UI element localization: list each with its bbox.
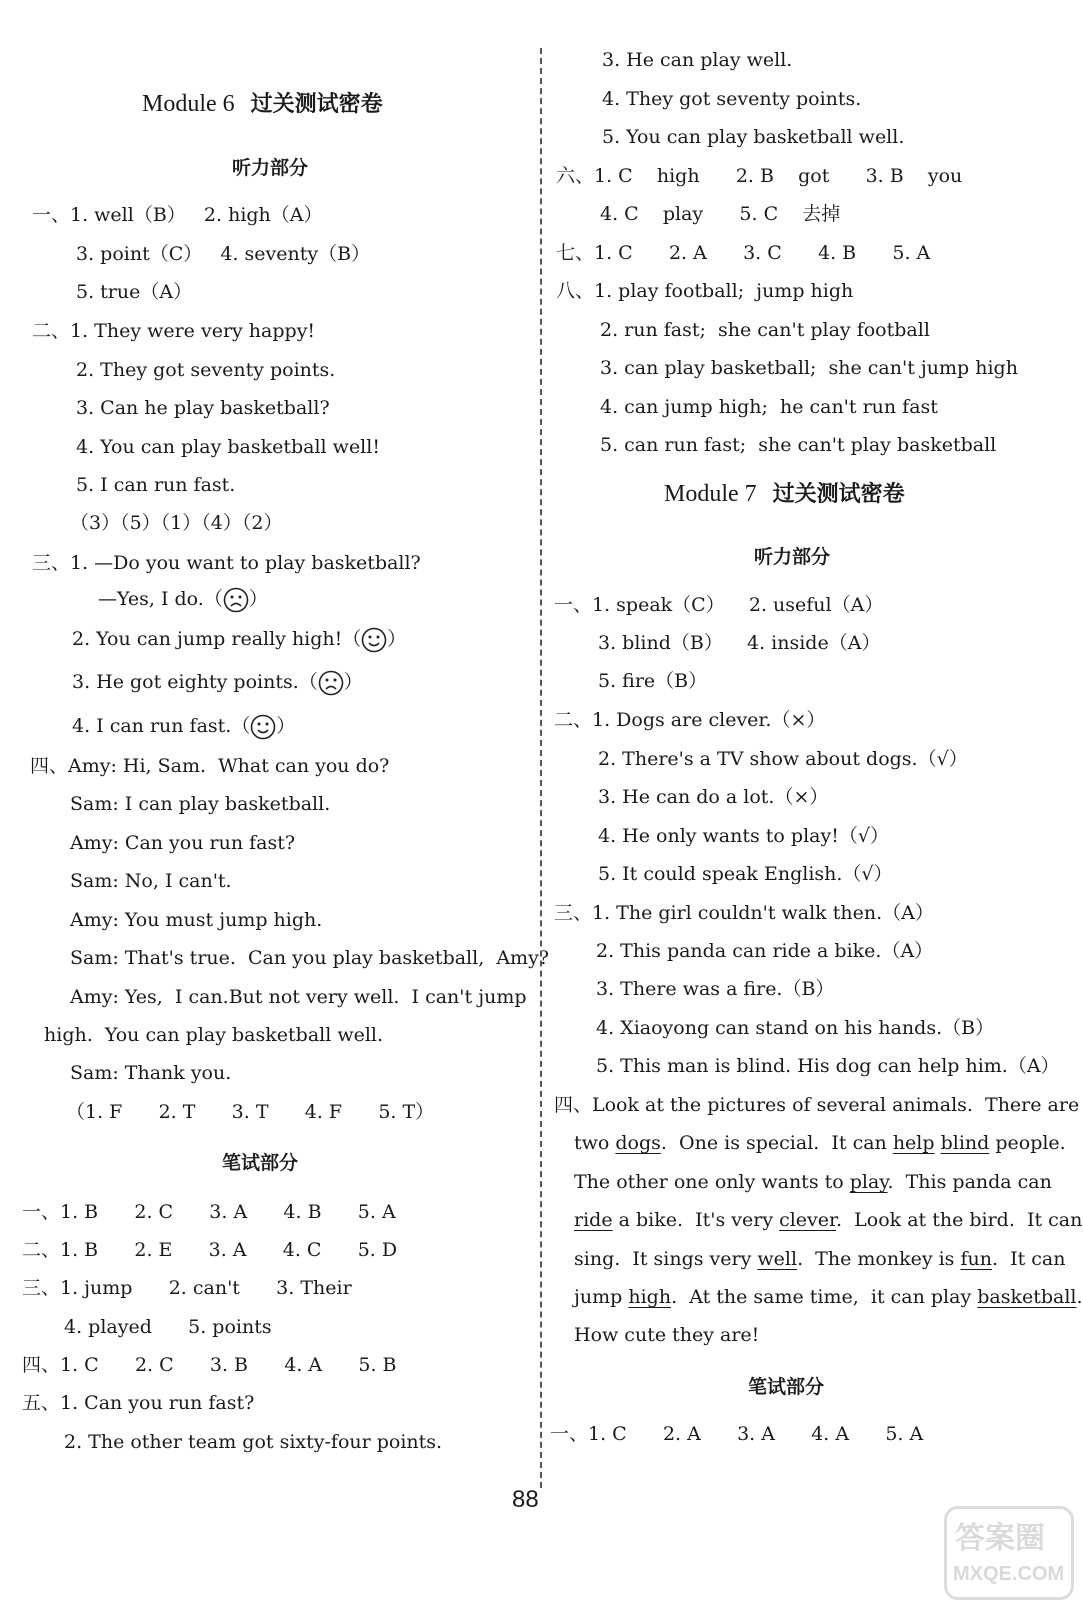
- m6-s2-order: （3）（5）（1）（4）（2）: [70, 512, 283, 534]
- m6-w2: 二、1. B 2. E 3. A 4. C 5. D: [22, 1239, 398, 1261]
- m6-s3-line4: 3. He got eighty points.（ ）: [72, 670, 363, 696]
- m6-s3-text5: 4. I can run fast.（: [72, 715, 251, 737]
- m7-s3-line5: 5. This man is blind. His dog can help him.（A）: [596, 1055, 1060, 1077]
- m6-w5-line5: 5. You can play basketball well.: [602, 126, 905, 148]
- passage-text: The other one only wants to: [574, 1171, 850, 1193]
- m6-w5-line2: 2. The other team got sixty-four points.: [64, 1431, 443, 1453]
- page-number: 88: [512, 1486, 539, 1513]
- column-divider: [540, 48, 542, 1488]
- m6-w8-line4: 4. can jump high; he can't run fast: [600, 396, 938, 418]
- m6-s4-line2: Sam: I can play basketball.: [70, 793, 331, 815]
- m7-s1-line3: 5. fire（B）: [598, 670, 708, 692]
- passage-blank-well: well: [757, 1248, 798, 1270]
- module7-listening-heading: 听力部分: [754, 546, 831, 568]
- m6-s2-line1: 二、1. They were very happy!: [32, 320, 316, 342]
- m6-s3-text4: 3. He got eighty points.（: [72, 671, 318, 693]
- m7-s3-line2: 2. This panda can ride a bike.（A）: [596, 940, 934, 962]
- m6-s2-line4: 4. You can play basketball well!: [76, 436, 380, 458]
- m7-s1-line1: 一、1. speak（C） 2. useful（A）: [554, 594, 884, 616]
- module6-title-cn: 过关测试密卷: [250, 92, 383, 117]
- m6-s4-answers: （1. F 2. T 3. T 4. F 5. T）: [66, 1101, 435, 1123]
- sad-face-icon: [223, 587, 249, 613]
- m6-s4-line1: 四、Amy: Hi, Sam. What can you do?: [30, 755, 390, 777]
- m7-s3-line3: 3. There was a fire.（B）: [596, 978, 835, 1000]
- passage-text: . Look at the bird. It can: [836, 1209, 1083, 1231]
- m6-w6-line2: 4. C play 5. C 去掉: [600, 203, 841, 225]
- m6-s2-line3: 3. Can he play basketball?: [76, 397, 330, 419]
- m6-s2-line2: 2. They got seventy points.: [76, 359, 336, 381]
- passage-blank-high: high: [628, 1286, 672, 1308]
- module7-title-text: Module 7: [664, 481, 757, 507]
- m6-w8-line1: 八、1. play football; jump high: [556, 280, 854, 302]
- m6-w4: 四、1. C 2. C 3. B 4. A 5. B: [22, 1354, 397, 1376]
- passage-text: a bike. It's very: [612, 1209, 780, 1231]
- m7-passage-line4: [574, 1208, 1082, 1232]
- m6-w5-line3: 3. He can play well.: [602, 49, 793, 71]
- passage-text: sing. It sings very: [574, 1248, 758, 1270]
- passage-text: . At the same time, it can play: [671, 1286, 978, 1308]
- m6-s4-line3: Amy: Can you run fast?: [70, 832, 296, 854]
- passage-blank-clever: clever: [779, 1209, 837, 1231]
- passage-blank-ride: ride: [574, 1209, 613, 1231]
- m7-passage-line3: [574, 1170, 1052, 1194]
- sad-face-icon: [318, 670, 344, 696]
- module6-title-text: Module 6: [142, 91, 235, 117]
- m7-s2-line1: 二、1. Dogs are clever.（×）: [554, 709, 826, 731]
- m6-w1: 一、1. B 2. C 3. A 4. B 5. A: [22, 1201, 396, 1223]
- m7-w1: 一、1. C 2. A 3. A 4. A 5. A: [550, 1423, 924, 1445]
- m6-w5-line1: 五、1. Can you run fast?: [22, 1392, 255, 1414]
- m6-w8-line2: 2. run fast; she can't play football: [600, 319, 930, 341]
- module6-writing-heading: 笔试部分: [222, 1152, 299, 1174]
- m6-s1-line2: 3. point（C） 4. seventy（B）: [76, 243, 371, 265]
- m6-w5-line4: 4. They got seventy points.: [602, 88, 862, 110]
- passage-text: . The monkey is: [797, 1248, 961, 1270]
- m6-s3-line2: —Yes, I do.（ ）: [98, 587, 268, 613]
- m7-passage-line6: [574, 1285, 1083, 1309]
- m7-passage-line7: How cute they are!: [574, 1324, 760, 1346]
- watermark-logo: [944, 1506, 1074, 1600]
- m7-passage-line2: [574, 1131, 1066, 1155]
- watermark-top: 答案圈: [955, 1521, 1045, 1556]
- m6-s4-line8: high. You can play basketball well.: [44, 1024, 384, 1046]
- m6-s4-line7: Amy: Yes, I can.But not very well. I can't jump: [70, 986, 527, 1008]
- passage-blank-basketball: basketball: [977, 1286, 1077, 1308]
- passage-text: . One is special. It can: [660, 1132, 893, 1154]
- passage-blank-dogs: dogs: [615, 1132, 661, 1154]
- m7-s2-line2: 2. There's a TV show about dogs.（√）: [598, 748, 968, 770]
- m6-s2-line5: 5. I can run fast.: [76, 474, 236, 496]
- passage-blank-fun: fun: [960, 1248, 992, 1270]
- module7-title-cn: 过关测试密卷: [772, 482, 905, 507]
- passage-text: . This panda can: [887, 1171, 1052, 1193]
- m6-s3-line5: 4. I can run fast.（ ）: [72, 714, 295, 740]
- passage-text: two: [574, 1132, 616, 1154]
- m6-s4-line5: Amy: You must jump high.: [70, 909, 323, 931]
- passage-blank-help: help: [892, 1132, 935, 1154]
- m7-s3-line4: 4. Xiaoyong can stand on his hands.（B）: [596, 1017, 995, 1039]
- m7-s2-line5: 5. It could speak English.（√）: [598, 863, 893, 885]
- m6-w6-line1: 六、1. C high 2. B got 3. B you: [556, 165, 963, 187]
- m6-s1-line3: 5. true（A）: [76, 281, 193, 303]
- m7-s1-line2: 3. blind（B） 4. inside（A）: [598, 632, 881, 654]
- module6-title: [142, 92, 383, 117]
- smile-face-icon: [250, 714, 276, 740]
- m6-w8-line3: 3. can play basketball; she can't jump high: [600, 357, 1018, 379]
- m6-s4-line9: Sam: Thank you.: [70, 1062, 232, 1084]
- m6-w8-line5: 5. can run fast; she can't play basketball: [600, 434, 997, 456]
- m6-s3-line1: 三、1. —Do you want to play basketball?: [32, 552, 421, 574]
- m6-s4-line4: Sam: No, I can't.: [70, 870, 232, 892]
- m7-s2-line3: 3. He can do a lot.（×）: [598, 786, 829, 808]
- watermark-bottom: MXQE.COM: [953, 1563, 1065, 1585]
- m6-s3-text3: 2. You can jump really high!（: [72, 628, 362, 650]
- m6-s4-line6: Sam: That's true. Can you play basketball, Amy?: [70, 947, 549, 969]
- m6-w7: 七、1. C 2. A 3. C 4. B 5. A: [556, 242, 931, 264]
- passage-text: . It can: [991, 1248, 1066, 1270]
- passage-text: .: [1076, 1286, 1083, 1308]
- m6-s1-line1: 一、1. well（B） 2. high（A）: [32, 204, 323, 226]
- module7-title: [664, 482, 905, 507]
- passage-blank-play: play: [849, 1171, 888, 1193]
- m6-w3-line1: 三、1. jump 2. can't 3. Their: [22, 1277, 352, 1299]
- passage-text: people.: [989, 1132, 1066, 1154]
- m7-s2-line4: 4. He only wants to play!（√）: [598, 825, 889, 847]
- m7-passage-line1: 四、Look at the pictures of several animals. There are: [554, 1094, 1080, 1116]
- passage-blank-blind: blind: [940, 1132, 990, 1154]
- passage-text: jump: [574, 1286, 629, 1308]
- smile-face-icon: [361, 627, 387, 653]
- module7-writing-heading: 笔试部分: [748, 1376, 825, 1398]
- m6-s3-line3: 2. You can jump really high!（ ）: [72, 627, 406, 653]
- m6-w3-line2: 4. played 5. points: [64, 1316, 272, 1338]
- m6-s3-text2: —Yes, I do.（: [98, 588, 223, 610]
- module6-listening-heading: 听力部分: [232, 157, 309, 179]
- m7-s3-line1: 三、1. The girl couldn't walk then.（A）: [554, 902, 934, 924]
- m7-passage-line5: [574, 1247, 1066, 1271]
